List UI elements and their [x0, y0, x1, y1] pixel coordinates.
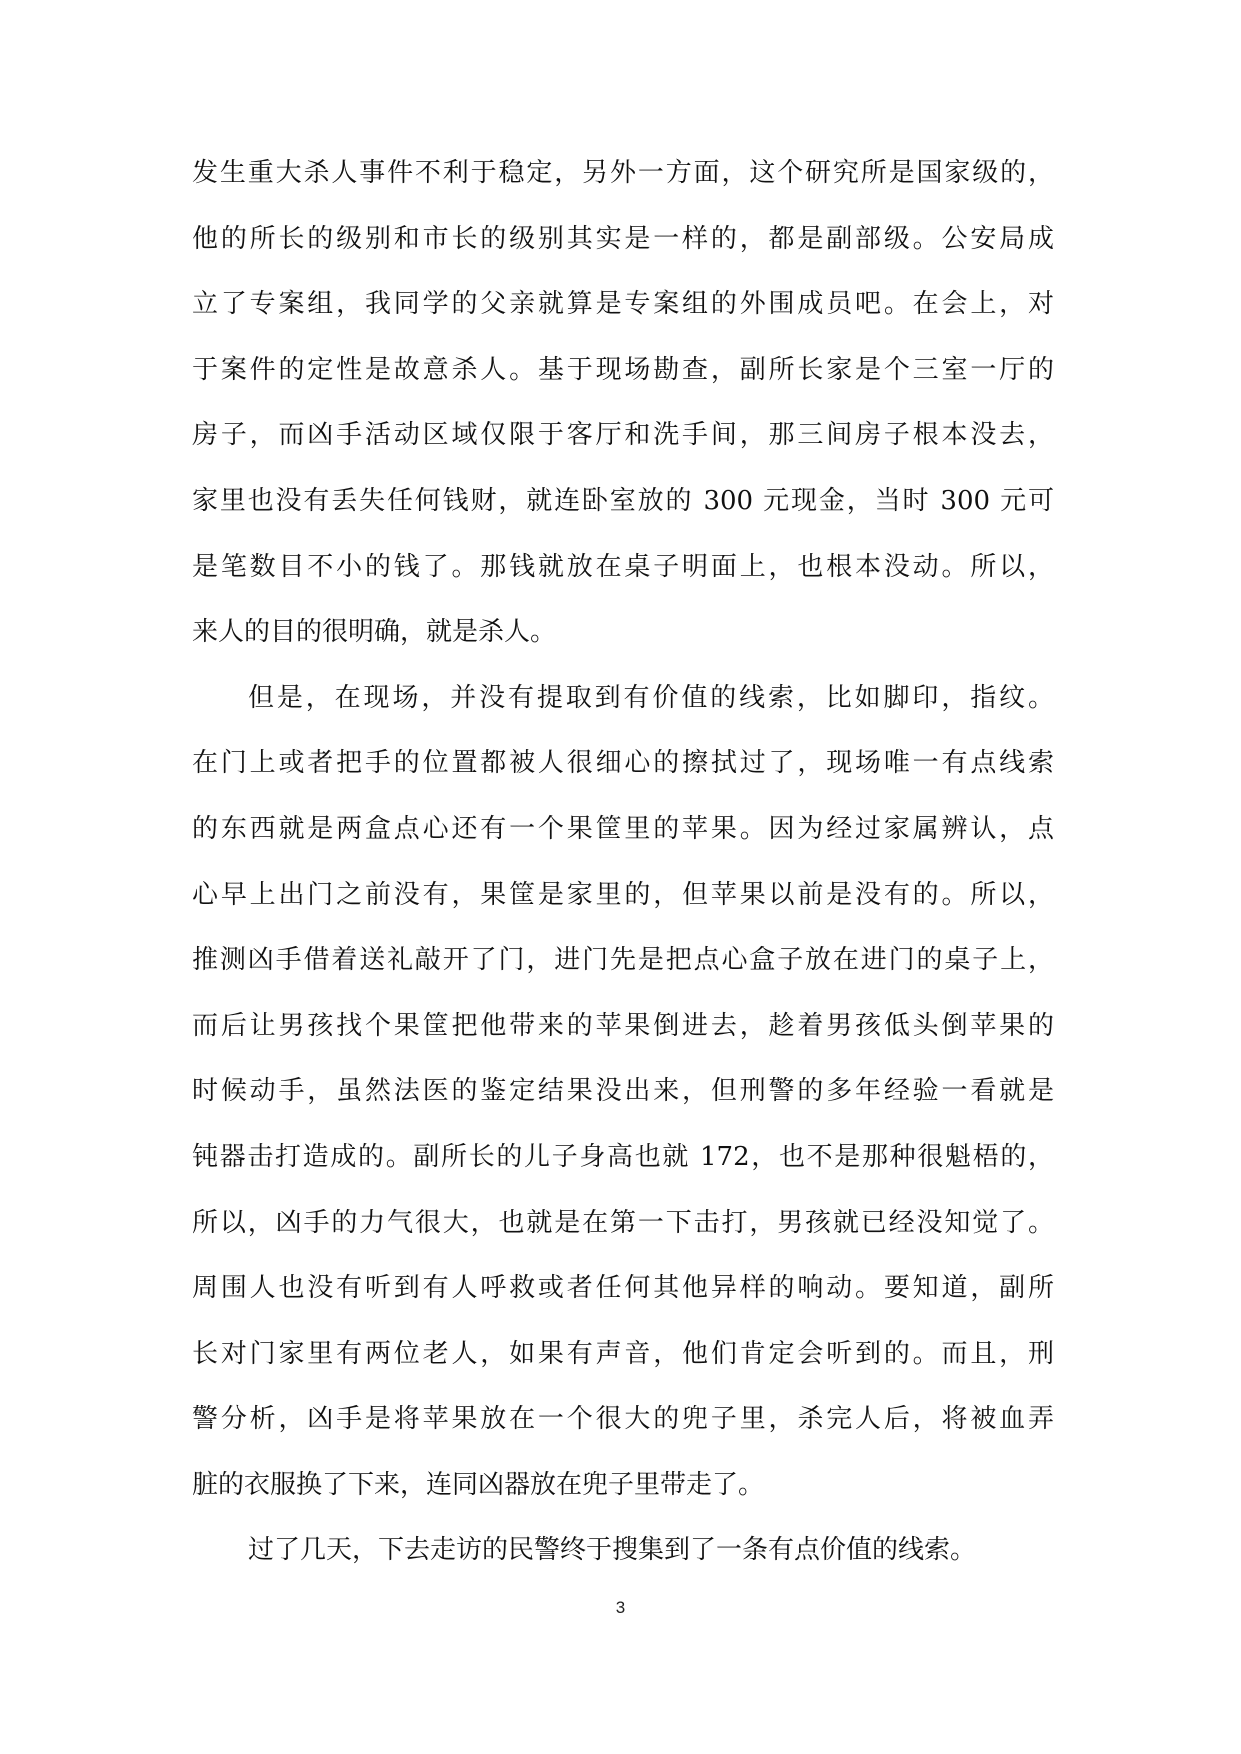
text-line: 房子，而凶手活动区域仅限于客厅和洗手间，那三间房子根本没去， — [192, 420, 1054, 451]
paragraph-start-line: 但是，在现场，并没有提取到有价值的线索，比如脚印，指纹。 — [248, 682, 1054, 713]
text-line: 长对门家里有两位老人，如果有声音，他们肯定会听到的。而且，刑 — [192, 1338, 1054, 1369]
body-text — [192, 153, 1054, 1596]
text-line: 而后让男孩找个果筐把他带来的苹果倒进去，趁着男孩低头倒苹果的 — [192, 1010, 1054, 1041]
text-line: 所以，凶手的力气很大，也就是在第一下击打，男孩就已经没知觉了。 — [192, 1207, 1054, 1238]
text-line: 时候动手，虽然法医的鉴定结果没出来，但刑警的多年经验一看就是 — [192, 1076, 1054, 1107]
text-line: 发生重大杀人事件不利于稳定，另外一方面，这个研究所是国家级的， — [192, 158, 1054, 188]
paragraph-start-line: 过了几天，下去走访的民警终于搜集到了一条有点价值的线索。 — [248, 1535, 977, 1566]
text-line: 于案件的定性是故意杀人。基于现场勘查，副所长家是个三室一厅的 — [192, 354, 1054, 385]
text-line: 警分析，凶手是将苹果放在一个很大的兜子里，杀完人后，将被血弄 — [192, 1404, 1054, 1435]
text-line: 脏的衣服换了下来，连同凶器放在兜子里带走了。 — [192, 1469, 765, 1500]
page-number: 3 — [615, 1598, 626, 1617]
text-line: 钝器击打造成的。副所长的儿子身高也就 172，也不是那种很魁梧的， — [192, 1141, 1054, 1172]
text-line: 的东西就是两盒点心还有一个果筐里的苹果。因为经过家属辨认，点 — [192, 813, 1054, 844]
text-line: 心早上出门之前没有，果筐是家里的，但苹果以前是没有的。所以， — [192, 879, 1054, 910]
text-line: 家里也没有丢失任何钱财，就连卧室放的 300 元现金，当时 300 元可 — [192, 485, 1054, 516]
text-line: 他的所长的级别和市长的级别其实是一样的，都是副部级。公安局成 — [192, 223, 1054, 254]
text-line: 推测凶手借着送礼敲开了门，进门先是把点心盒子放在进门的桌子上， — [192, 945, 1054, 976]
text-line: 在门上或者把手的位置都被人很细心的擦拭过了，现场唯一有点线索 — [192, 748, 1054, 779]
text-line: 立了专案组，我同学的父亲就算是专案组的外围成员吧。在会上，对 — [192, 289, 1054, 320]
text-line: 来人的目的很明确，就是杀人。 — [192, 617, 557, 648]
text-line: 周围人也没有听到有人呼救或者任何其他异样的响动。要知道，副所 — [192, 1273, 1054, 1304]
text-line: 是笔数目不小的钱了。那钱就放在桌子明面上，也根本没动。所以， — [192, 551, 1054, 582]
